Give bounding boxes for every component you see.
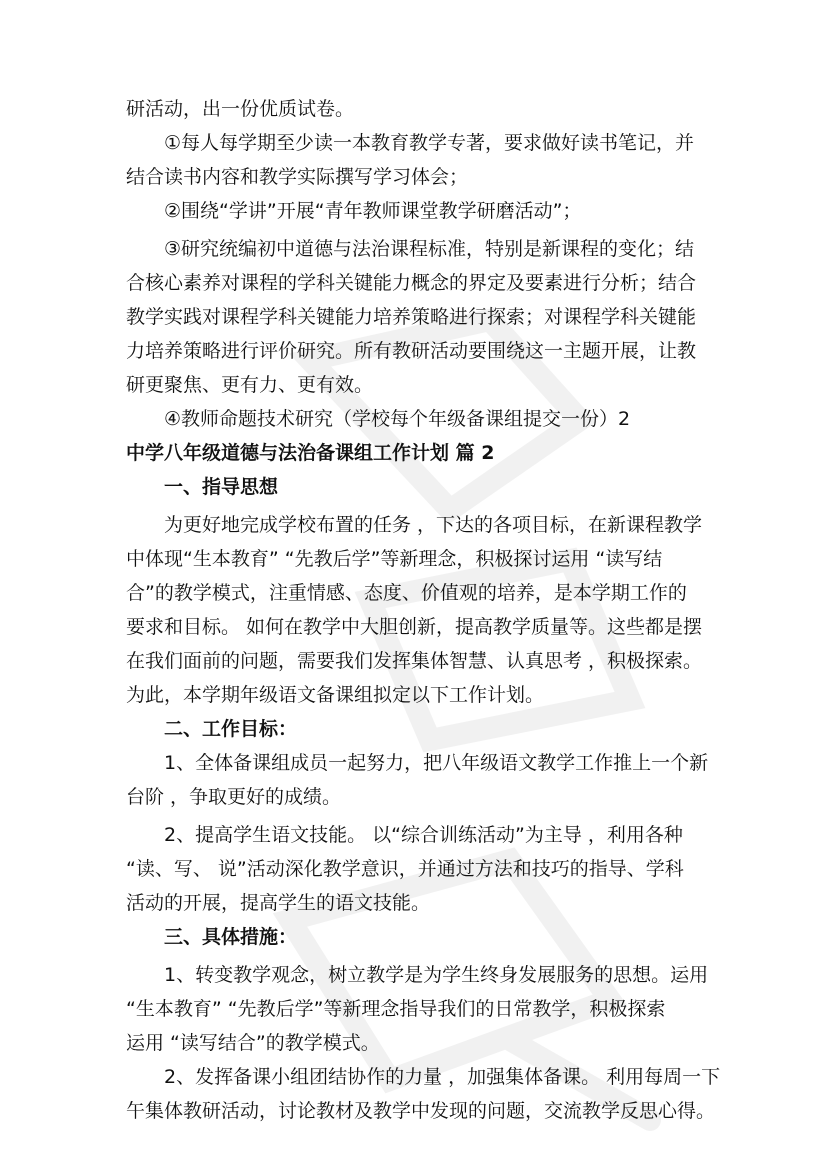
section-heading: 一、指导思想 [164,476,279,498]
paragraph-line: 活动的开展，提高学生的语文技能。 [126,892,431,914]
paragraph-line: 力培养策略进行评价研究。所有教研活动要围绕这一主题开展，让教 [126,340,697,362]
section-heading: 三、具体措施： [164,926,298,948]
paragraph-line: ①每人每学期至少读一本教育教学专著，要求做好读书笔记，并 [164,132,695,154]
section-heading: 中学八年级道德与法治备课组工作计划 篇 2 [126,442,495,464]
paragraph-line: 中体现“生本教育” “先教后学”等新理念，积极探讨运用 “读写结 [126,548,663,570]
paragraph-line: 午集体教研活动，讨论教材及教学中发现的问题，交流教学反思心得。 [126,1100,716,1122]
paragraph-line: 研更聚焦、更有力、更有效。 [126,374,374,396]
paragraph-line: 合”的教学模式，注重情感、态度、价值观的培养，是本学期工作的 [126,582,687,604]
paragraph-line: 合核心素养对课程的学科关键能力概念的界定及要素进行分析；结合 [126,272,697,294]
paragraph-line: 结合读书内容和教学实际撰写学习体会； [126,166,469,188]
paragraph-line: 1、全体备课组成员一起努力，把八年级语文教学工作推上一个新 [164,752,709,774]
paragraph-line: ④教师命题技术研究（学校每个年级备课组提交一份）2 [164,408,631,430]
paragraph-line: “生本教育” “先教后学”等新理念指导我们的日常教学，积极探索 [126,998,666,1020]
paragraph-line: 台阶 ，争取更好的成绩。 [126,786,342,808]
paragraph-line: 研活动，出一份优质试卷。 [126,98,355,120]
paragraph-line: 为此，本学期年级语文备课组拟定以下工作计划。 [126,684,545,706]
paragraph-line: 要求和目标。 如何在教学中大胆创新，提高教学质量等。这些都是摆 [126,616,703,638]
document-body [126,92,721,1128]
paragraph-line: “读、写、 说”活动深化教学意识，并通过方法和技巧的指导、学科 [126,858,684,880]
paragraph-line: 为更好地完成学校布置的任务 ，下达的各项目标，在新课程教学 [164,514,703,536]
paragraph-line: 1、转变教学观念，树立教学是为学生终身发展服务的思想。运用 [164,964,709,986]
paragraph-line: 教学实践对课程学科关键能力培养策略进行探索；对课程学科关键能 [126,306,697,328]
paragraph-line: 在我们面前的问题，需要我们发挥集体智慧、认真思考 ，积极探索。 [126,650,703,672]
paragraph-line: ③研究统编初中道德与法治课程标准，特别是新课程的变化；结 [164,238,695,260]
paragraph-line: ②围绕“学讲”开展“青年教师课堂教学研磨活动”； [164,200,582,222]
section-heading: 二、工作目标： [164,718,298,740]
paragraph-line: 运用 “读写结合”的教学模式。 [126,1032,380,1054]
paragraph-line: 2、提高学生语文技能。 以“综合训练活动”为主导 ，利用各种 [164,824,683,846]
paragraph-line: 2、发挥备课小组团结协作的力量 ，加强集体备课。 利用每周一下 [164,1066,721,1088]
